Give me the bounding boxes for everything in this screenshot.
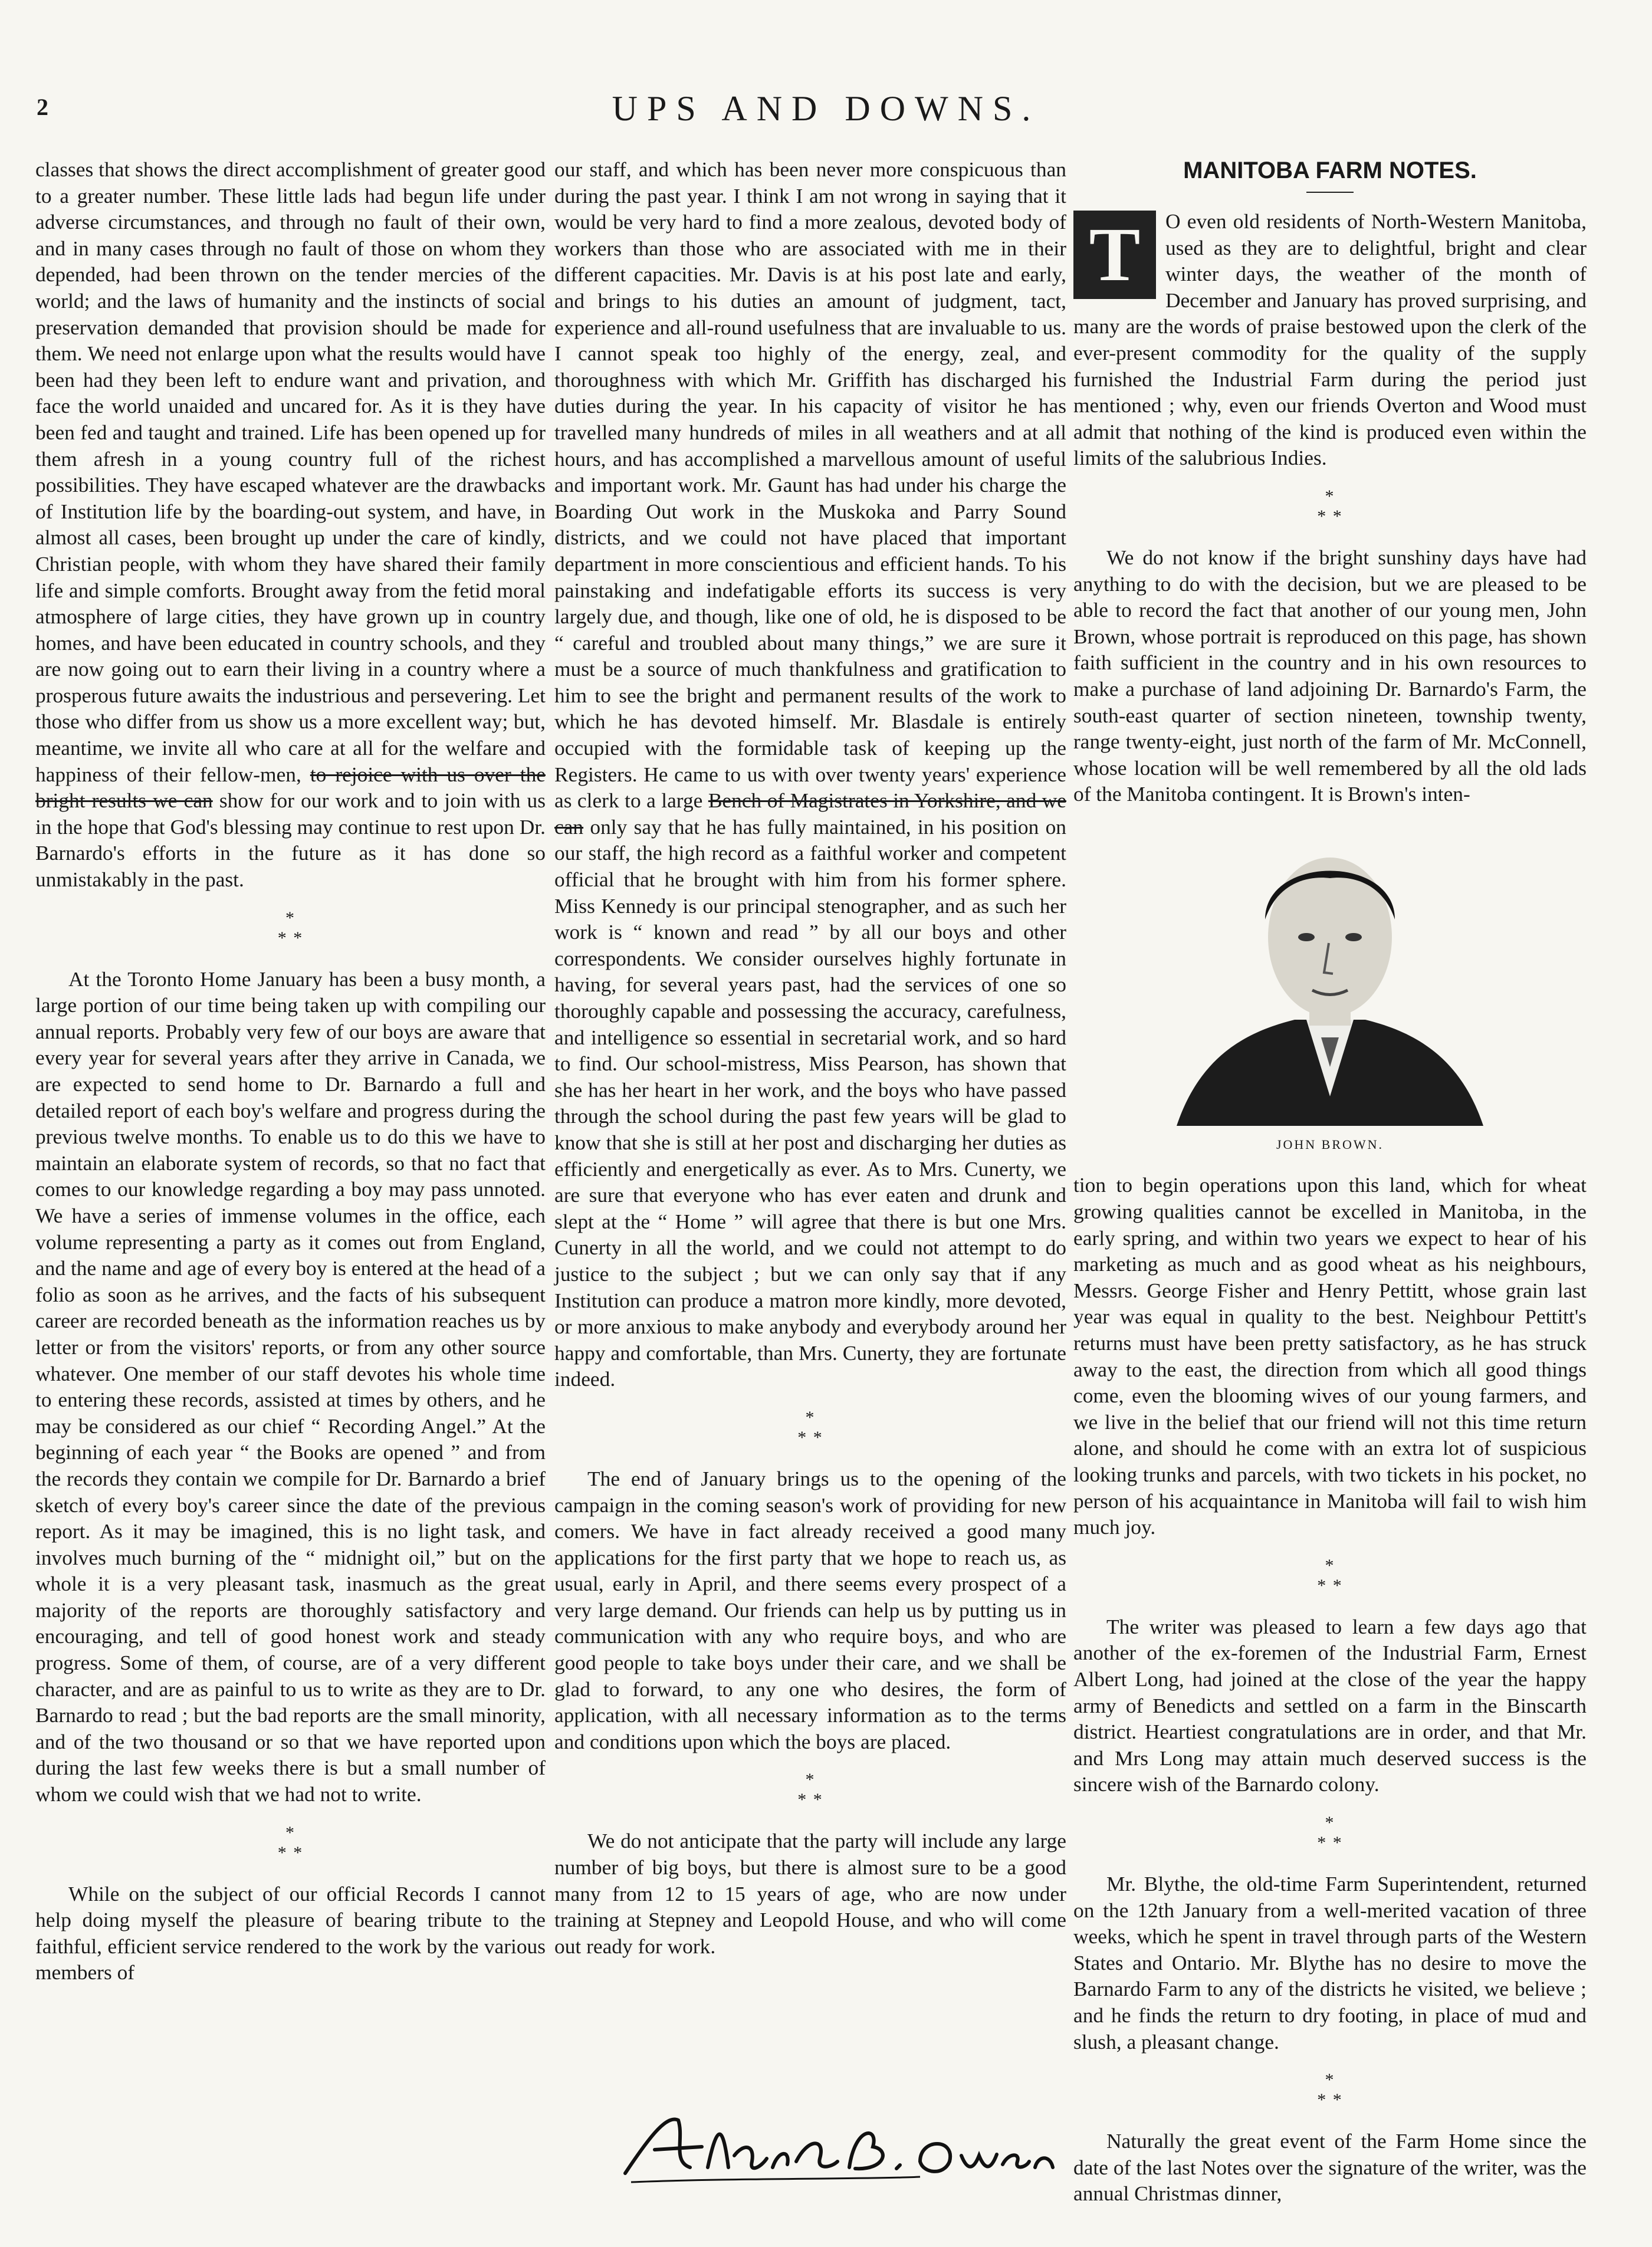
section-separator: * * * [1317,486,1343,526]
section-separator: * * * [797,1770,823,1810]
title-rule [1306,192,1354,193]
column-3 [1073,156,1587,2207]
paragraph: While on the subject of our official Records I cannot help doing myself the pleasure of bearing tribute to the faithful, efficient service rendered to the work by the various members of [35,1881,546,1985]
paragraph: tion to begin operations upon this land, which for wheat growing qualities cannot be excelled in Manitoba, in the early spring, and within two years we expect to hear of his marketing as much and as good wheat as his neighbours, Messrs. George Fisher and Henry Pettitt, whose grain last year was equal in quality to the best. Neighbour Pettitt's returns must have been pretty satisfactory, as he has struck away to the east, the direction from which all good things come, even the blooming wives of our young farmers, and we live in the belief that our friend will not this time return alone, and should he come with an extra lot of suspicious looking trunks and parcels, with two tickets in his pocket, no person of his acquaintance in Manitoba will fail to wish him much joy. [1073,1173,1587,1539]
section-separator: * * * [1317,1812,1343,1852]
paragraph: The writer was pleased to learn a few days ago that another of the ex-foremen of the Industrial Farm, Ernest Albert Long, had joined at the close of the year the happy army of Benedicts and settled on a farm in the Binscarth district. Heartiest congratulations are in order, and that Mr. and Mrs Long may attain much deserved success is the sincere wish of the Barnardo colony. [1073,1614,1587,1796]
running-title: UPS AND DOWNS. [612,89,1040,128]
paragraph: classes that shows the direct accomplishment of greater good to a greater number. These little lads had begun life under adverse circumstances, and through no fault of their own, and in many cases through no fault of those on whom they depended, had been thrown on the tender mercies of the world; and the laws of humanity and the instincts of social preservation demanded that provision should be made for them. We need not enlarge upon what the results would have been had they been left to endure want and privation, and face the world unaided and uncared for. As it is they have been fed and taught and trained. Life has been opened up for them afresh in a young country full of the richest possibilities. They have escaped whatever are the drawbacks of Institution life by the boarding-out system, and have, in almost all cases, been brought up under the care of kindly, Christian people, with whom they have shared their family life and simple comforts. Brought away from the fetid moral atmosphere of large cities, they have grown up in country homes, and have been educated in country schools, and they are now going out to earn their living in a country where a prosperous future awaits the industrious and persevering. Let those who differ from us show us a more excellent way; but, meantime, we invite all who care at all for the welfare and happiness of their fellow-men, to rejoice with us over the bright results we can show for our work and to join with us in the hope that God's blessing may continue to rest upon Dr. Barnardo's efforts in the future as it has done so unmistakably in the past. [35,157,546,892]
struck-line: Bench of Magistrates in Yorkshire, and we can [554,789,1066,839]
paragraph: Naturally the great event of the Farm Home since the date of the last Notes over the signature of the writer, was the annual Christmas dinner, [1073,2129,1587,2206]
column-2 [554,156,1066,1959]
portrait-photo [1177,819,1483,1126]
section-separator: * * * [1317,2070,1343,2110]
paragraph: At the Toronto Home January has been a busy month, a large portion of our time being taken up with compiling our annual reports. Probably very few of our boys are aware that every year for several years after they arrive in Canada, we are expected to send home to Dr. Barnardo a full and detailed report of each boy's welfare and progress during the previous twelve months. To enable us to do this we have to maintain an elaborate system of records, so that no fact that comes to our knowledge regarding a boy may pass unnoted. We have a series of immense volumes in the office, each volume representing a party as it comes out from England, and the name and age of every boy is entered at the head of a folio as soon as he arrives, and the facts of his subsequent career are recorded beneath as the information reaches us by letter or from the visitors' reports, or from any other source whatever. One member of our staff devotes his whole time to entering these records, assisted at times by others, and he may be considered as our chief “ Recording Angel.” At the beginning of each year “ the Books are opened ” and from the records they contain we compile for Dr. Barnardo a brief sketch of every boy's career since the date of the previous report. As it may be imagined, this is no light task, and involves much burning of the “ midnight oil,” but on the whole it is a very pleasant task, inasmuch as the great majority of the reports are thoroughly satisfactory and encouraging, and tell of good honest work and steady progress. Some of them, of course, are of a very different character, and are as painful to us to write as they are to Dr. Barnardo to read ; but the bad reports are the small minority, and of the two thousand or so that we have reported upon during the last few weeks there is but a small number of whom we could wish that we had not to write. [35,967,546,1806]
paragraph: We do not anticipate that the party will include any large number of big boys, but there is almost sure to be a good many from 12 to 15 years of age, who are now under training at Stepney and Leopold House, and who will come out ready for work. [554,1829,1066,1958]
section-title: MANITOBA FARM NOTES. [1183,157,1477,183]
paragraph: Mr. Blythe, the old-time Farm Superintendent, returned on the 12th January from a well-merited vacation of three weeks, which he spent in travel through parts of the Western States and Ontario. Mr. Blythe has no desire to move the Barnardo Farm to any of the districts he visited, we believe ; and he finds the return to dry footing, in place of mud and slush, a pleasant change. [1073,1871,1587,2054]
column-1 [35,156,546,1986]
paragraph: our staff, and which has been never more conspicuous than during the past year. I think I am not wrong in saying that it would be very hard to find a more zealous, devoted body of workers than those who are associated with me in their different capacities. Mr. Davis is at his post late and early, and brings to his duties an amount of judgment, tact, experience and all-round usefulness that are invaluable to us. I cannot speak too highly of the energy, zeal, and thoroughness with which Mr. Griffith has discharged his duties during the year. In his capacity of visitor he has travelled many hundreds of miles in all weathers and at all hours, and has accomplished a marvellous amount of useful and important work. Mr. Gaunt has had under his charge the Boarding Out work in the Muskoka and Parry Sound districts, and we could not have placed that important department in more conscientious and efficient hands. To his painstaking and indefatigable efforts its success is very largely due, and though, like one of old, he is disposed to be “ careful and troubled about many things,” we are sure it must be a source of much thankfulness and gratification to him to see the bright and permanent results of the work to which he has devoted himself. Mr. Blasdale is entirely occupied with the formidable task of keeping up the Registers. He came to us with over twenty years' experience as clerk to a large Bench of Magistrates in Yorkshire, and we can only say that he has fully maintained, in his position on our staff, the high record as a faithful worker and competent official that he brought with him from his former sphere. Miss Kennedy is our principal stenographer, and as such her work is “ known and read ” by all our boys and other correspondents. We consider ourselves highly fortunate in having, for several years past, had the services of one so thoroughly capable and possessing the accuracy, carefulness, and intelligence so essential in secretarial work, and so hard to find. Our school-mistress, Miss Pearson, has shown that she has her heart in her work, and the boys who have passed through the school during the past few years will be glad to know that she is still at her post and discharging her duties as efficiently and energetically as ever. As to Mrs. Cunerty, we are sure that everyone who has ever eaten and drunk and slept at the “ Home ” will agree that there is but one Mrs. Cunerty in all the world, and we could not attempt to do justice to the subject ; but we can only say that if any Institution can produce a matron more kindly, more devoted, or more anxious to make anybody and everybody around her happy and comfortable, than Mrs. Cunerty, they are fortunate indeed. [554,157,1066,1391]
photo-caption: JOHN BROWN. [1276,1136,1384,1152]
paragraph: T O even old residents of North-Western Manitoba, used as they are to delightful, bright and clear winter days, the weather of the month of December and January has proved surprising, and many are the words of praise bestowed upon the clerk of the ever-present commodity for the quality of the supply furnished the Industrial Farm during the period just mentioned ; why, even our friends Overton and Wood must admit that nothing of the kind is produced even within the limits of the salubrious Indies. [1073,209,1587,470]
page-number: 2 [37,94,48,120]
section-separator: * * * [797,1407,823,1447]
drop-cap: T [1073,211,1156,299]
section-separator: * * * [277,1822,304,1862]
paragraph: The end of January brings us to the opening of the campaign in the coming season's work of providing for new comers. We have in fact already received a good many applications for the first party that we hope to reach us, as usual, early in April, and there seems every prospect of a very large demand. Our friends can help us by putting us in communication with any who require boys, and who are good people to take boys under their care, and we shall be glad to forward, to any one who desires, the form of application, with all necessary information as to the terms and conditions upon which the boys are placed. [554,1466,1066,1753]
paragraph: We do not know if the bright sunshiny days have had anything to do with the decision, but we are pleased to be able to record the fact that another of our young men, John Brown, whose portrait is reproduced on this page, has shown faith sufficient in the country and in his own resources to make a purchase of land adjoining Dr. Barnardo's Farm, the south-east quarter of section nineteen, township twenty, range twenty-eight, just north of the farm of Mr. McConnell, whose location will be well remembered by all the old lads of the Manitoba contingent. It is Brown's inten- [1073,545,1587,806]
section-separator: * * * [1317,1555,1343,1595]
struck-line: to rejoice with us over the bright results we can [35,762,546,813]
signature [613,2103,1062,2191]
section-separator: * * * [277,908,304,948]
